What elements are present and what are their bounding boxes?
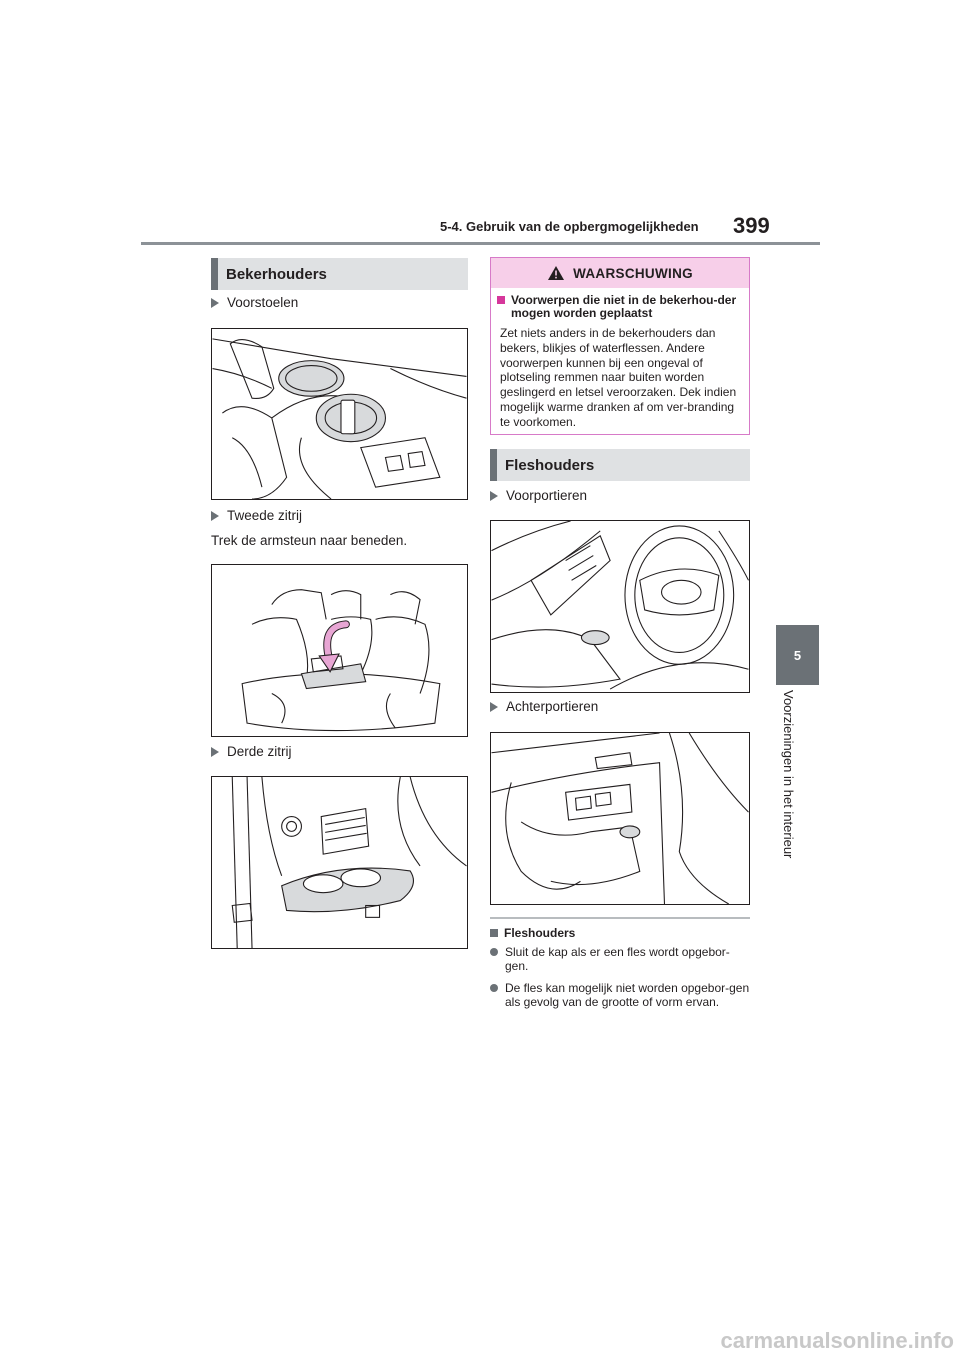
round-bullet-icon	[490, 948, 498, 956]
section-title: 5-4. Gebruik van de opbergmogelijkheden	[440, 219, 699, 234]
list-item-achterportieren	[490, 699, 598, 714]
header-divider	[141, 242, 820, 245]
instruction-text: Trek de armsteun naar beneden.	[211, 533, 408, 548]
triangle-bullet-icon	[490, 702, 498, 712]
heading-text: Bekerhouders	[226, 265, 327, 283]
warning-subtitle: Voorwerpen die niet in de bekerhou-der mogen worden geplaatst	[511, 293, 737, 320]
figure-rear-door-bottle-holder	[490, 732, 750, 905]
list-item-voorstoelen	[211, 295, 298, 310]
heading-text: Fleshouders	[505, 456, 595, 474]
item-label: Achterportieren	[506, 699, 599, 714]
warning-title: WAARSCHUWING	[573, 265, 693, 281]
triangle-bullet-icon	[211, 747, 219, 757]
item-label: Tweede zitrij	[227, 508, 303, 523]
item-label: Derde zitrij	[227, 744, 292, 759]
section-heading-fleshouders	[490, 449, 750, 481]
triangle-bullet-icon	[211, 298, 219, 308]
figure-third-row-cupholder	[211, 776, 468, 949]
note-bullet-2	[490, 982, 752, 1009]
triangle-bullet-icon	[490, 491, 498, 501]
figure-second-row-armrest	[211, 564, 468, 737]
triangle-bullet-icon	[211, 511, 219, 521]
item-label: Voorportieren	[506, 488, 588, 503]
page-number: 399	[733, 213, 770, 238]
figure-front-seat-cupholder	[211, 328, 468, 500]
warning-box	[490, 257, 750, 435]
note-bullet-1	[490, 946, 752, 973]
chapter-title-vertical	[770, 690, 810, 890]
round-bullet-icon	[490, 984, 498, 992]
chapter-title: Voorzieningen in het interieur	[781, 690, 796, 859]
warning-triangle-icon	[547, 265, 565, 281]
chapter-tab[interactable]: 5	[776, 625, 819, 685]
note-text: Sluit de kap als er een fles wordt opgebor-gen.	[505, 945, 730, 973]
list-item-tweede-zitrij	[211, 508, 302, 523]
watermark: carmanualsonline.info	[720, 1328, 954, 1353]
notes-heading	[490, 926, 575, 940]
list-item-voorportieren	[490, 488, 587, 503]
warning-subtitle-row	[497, 294, 743, 320]
item-label: Voorstoelen	[227, 295, 299, 310]
notes-divider	[490, 917, 750, 919]
notes-title: Fleshouders	[504, 926, 576, 940]
figure-front-door-bottle-holder	[490, 520, 750, 693]
list-item-derde-zitrij	[211, 744, 292, 759]
warning-text: Zet niets anders in de bekerhouders dan bekers, blikjes of waterflessen. Andere voorwerpen kunnen bij een ongeval of plotseling remmen naar buiten worden geslingerd en letsel veroorzaken. Dek indien mogelijk warme dranken af om ver-branding te voorkomen.	[500, 326, 737, 429]
square-bullet-icon	[497, 296, 505, 304]
warning-header	[491, 258, 749, 288]
section-heading-bekerhouders	[211, 258, 468, 290]
square-bullet-icon	[490, 929, 498, 937]
note-text: De fles kan mogelijk niet worden opgebor-gen als gevolg van de grootte of vorm ervan.	[505, 981, 750, 1009]
